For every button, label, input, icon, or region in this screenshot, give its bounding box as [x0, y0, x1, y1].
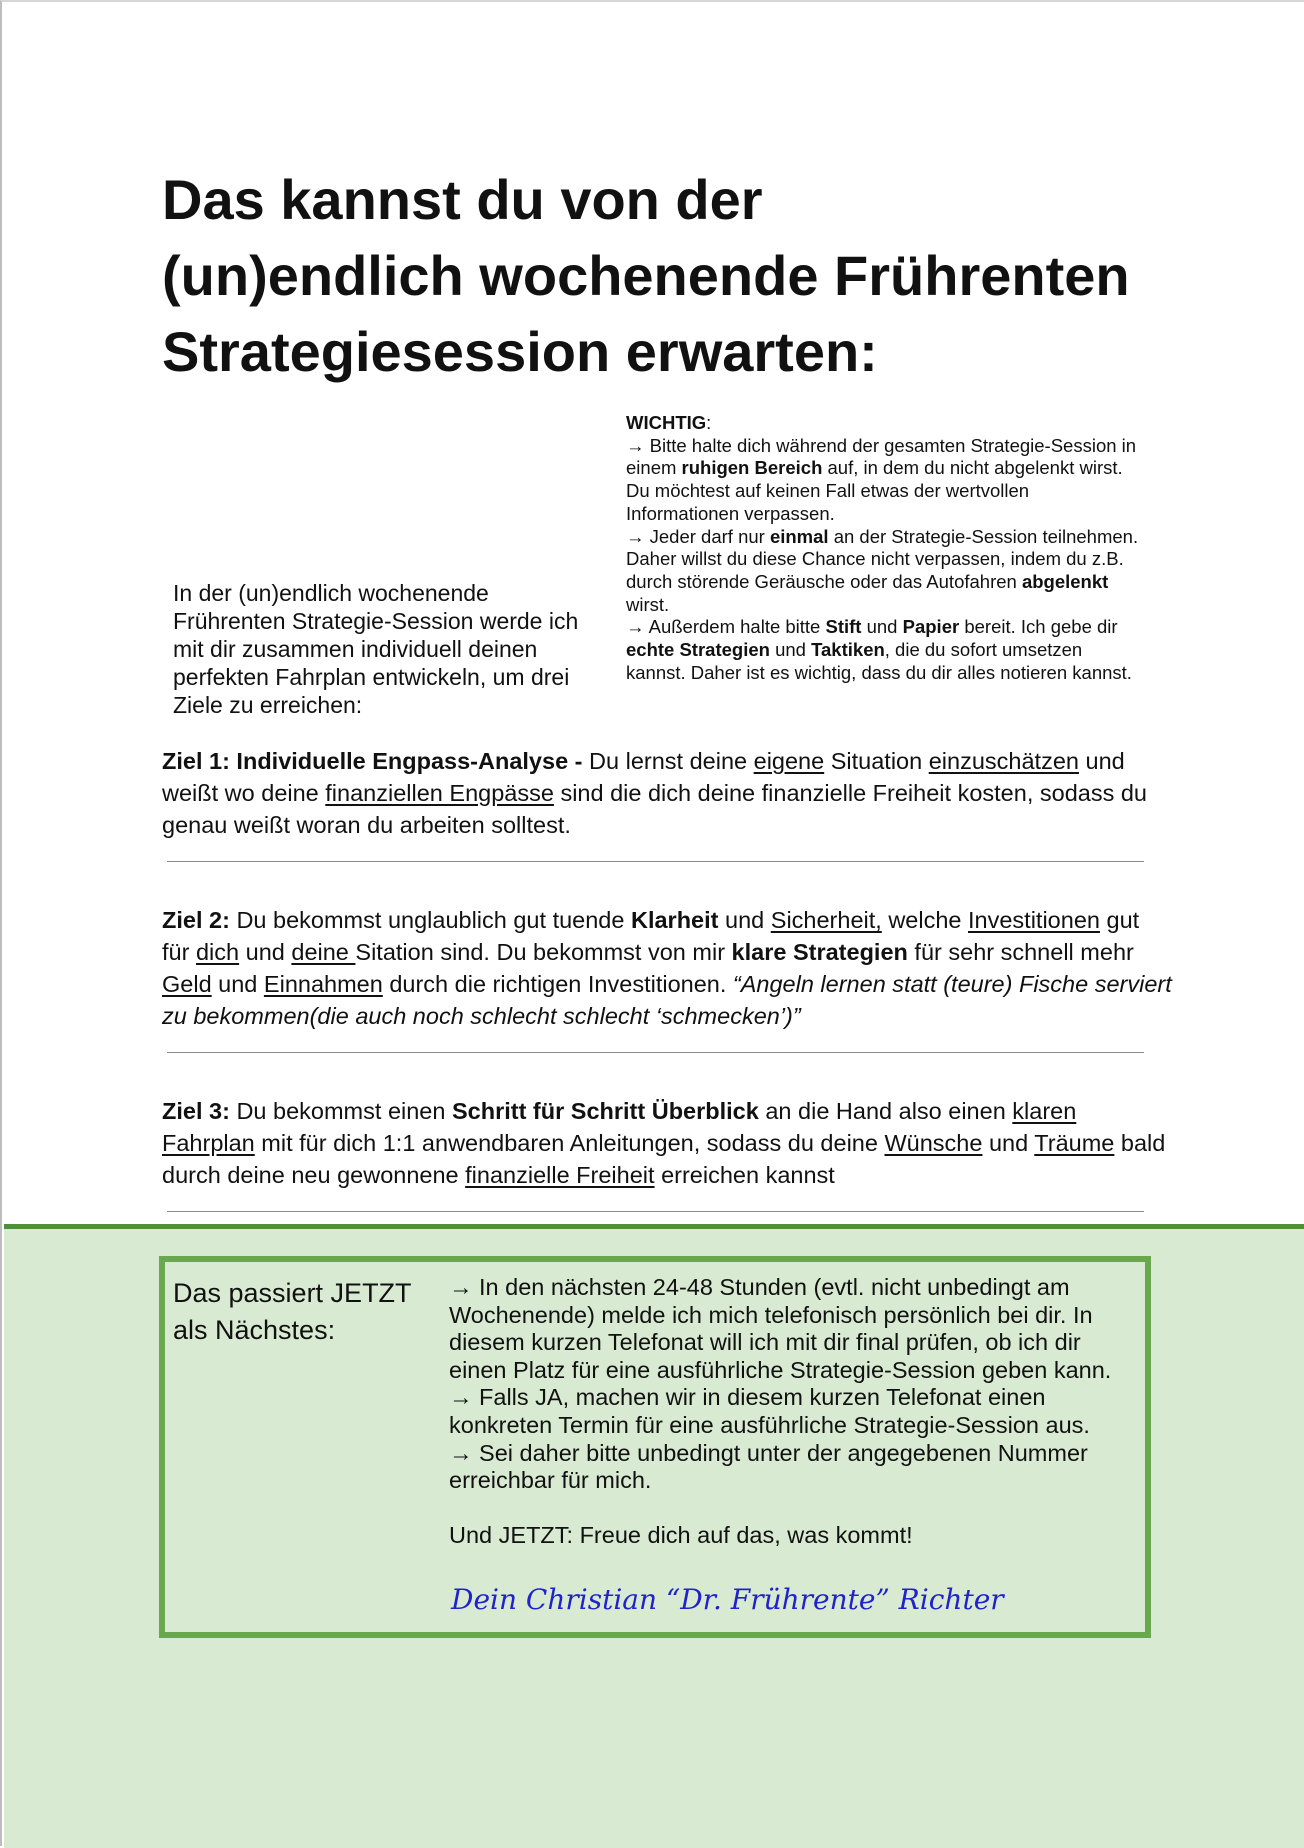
goal-1: [162, 745, 1172, 841]
title-line-3: Strategiesession erwarten:: [162, 320, 878, 383]
divider: [167, 861, 1144, 862]
next-steps-body: [449, 1274, 1139, 1550]
goal-underlined: finanzielle Freiheit: [465, 1162, 655, 1188]
goal-bold: Schritt für Schritt Überblick: [451, 1098, 759, 1124]
goal-underlined: finanziellen Engpässe: [325, 780, 554, 806]
important-text: Außerdem halte bitte: [644, 616, 826, 638]
important-emphasis: abgelenkt: [1021, 570, 1109, 592]
goal-text: Du bekommst einen: [229, 1098, 452, 1124]
goal-underlined: eigene: [753, 748, 825, 774]
arrow-icon: →: [626, 616, 645, 638]
next-step-3: → Sei daher bitte unbedingt unter der angegebenen Nummer erreichbar für mich.: [449, 1439, 1088, 1494]
goal-text: durch die richtigen Investitionen.: [382, 971, 733, 997]
important-emphasis: Taktiken: [811, 639, 885, 661]
important-text: wirst.: [626, 593, 670, 615]
goal-text: und: [239, 939, 292, 965]
goal-2: [162, 904, 1172, 1032]
goal-text: für sehr schnell mehr: [907, 939, 1134, 965]
goal-text: Sitation sind. Du bekommst von mir: [355, 939, 732, 965]
goal-text: mit für dich 1:1 anwendbaren Anleitungen, sodass du deine: [254, 1130, 885, 1156]
spacer: [449, 1495, 1139, 1523]
goal-text: welche: [881, 907, 969, 933]
goal-text: sind die dich deine finanzielle Freiheit kosten, sodass du genau weißt woran du arbeiten solltest.: [162, 780, 1147, 838]
goal-underlined: dich: [195, 939, 240, 965]
important-text: , die du sofort umsetzen kannst. Daher ist es wichtig, dass du dir alles notieren kannst.: [626, 639, 1132, 683]
goal-text: gut für: [162, 907, 1140, 965]
title-line-1: Das kannst du von der: [162, 168, 763, 231]
important-text: und: [769, 639, 812, 661]
goal-text: Situation: [824, 748, 929, 774]
goal-text: bald durch deine neu gewonnene: [162, 1130, 1166, 1188]
goal-text: und: [982, 1130, 1035, 1156]
goal-bold: klare Strategien: [731, 939, 908, 965]
important-text: an der Strategie-Session teilnehmen. Daher willst du diese Chance nicht verpassen, indem du z.B. durch störende Geräusche oder das Autofahren: [626, 525, 1139, 592]
goal-underlined: Wünsche: [884, 1130, 983, 1156]
next-steps-heading: Das passiert JETZT als Nächstes:: [173, 1278, 412, 1345]
next-step-2: → Falls JA, machen wir in diesem kurzen Telefonat einen konkreten Termin für eine ausführliche Strategie-Session aus.: [449, 1384, 1090, 1438]
goal-label: Ziel 3:: [162, 1098, 230, 1124]
important-text: Bitte halte dich während der gesamten Strategie-Session in einem: [626, 434, 1137, 479]
goal-underlined: Investitionen: [968, 907, 1100, 933]
goal-text: an die Hand also einen: [758, 1098, 1013, 1124]
important-text: bereit. Ich gebe dir: [959, 616, 1118, 638]
goal-text: und: [211, 971, 264, 997]
goal-text: Du bekommst unglaublich gut tuende: [229, 907, 631, 933]
goal-underlined: Einnahmen: [263, 971, 383, 997]
goal-3: [162, 1095, 1172, 1191]
important-colon: :: [706, 412, 712, 433]
goal-label: Ziel 1: Individuelle Engpass-Analyse -: [162, 748, 590, 774]
page-title: [162, 162, 1202, 390]
important-emphasis: einmal: [769, 525, 829, 547]
goal-text: und weißt wo deine: [162, 748, 1125, 806]
next-step-1: → In den nächsten 24-48 Stunden (evtl. nicht unbedingt am Wochenende) melde ich mich telefonisch persönlich bei dir. In diesem kurzen Telefonat will ich mit dir final prüfen, ob ich dir einen Platz für eine ausführliche Strategie-Session geben kann.: [449, 1274, 1112, 1383]
goal-label: Ziel 2:: [162, 907, 230, 933]
important-emphasis: ruhigen Bereich: [681, 457, 823, 479]
important-text: auf, in dem du nicht abgelenkt wirst. Du möchtest auf keinen Fall etwas der wertvollen Informationen verpassen.: [626, 457, 1123, 524]
goal-bold: Klarheit: [630, 907, 719, 933]
important-text: und: [861, 616, 903, 638]
divider: [167, 1052, 1144, 1053]
closing-line: Und JETZT: Freue dich auf das, was kommt!: [449, 1522, 913, 1549]
arrow-icon: →: [626, 434, 645, 456]
goal-text: Du lernst deine: [589, 748, 754, 774]
goal-text: erreichen kannst: [654, 1162, 835, 1188]
goal-underlined: Sicherheit,: [770, 907, 882, 933]
goal-underlined: einzuschätzen: [928, 748, 1079, 774]
signature: Dein Christian “Dr. Frührente” Richter: [451, 1583, 1004, 1616]
important-emphasis: Stift: [825, 616, 862, 638]
goal-underlined: deine: [291, 939, 356, 965]
intro-paragraph: In der (un)endlich wochenende Frührenten Strategie-Session werde ich mit dir zusammen individuell deinen perfekten Fahrplan entwickeln, um drei Ziele zu erreichen:: [173, 580, 579, 718]
goal-text: und: [718, 907, 771, 933]
divider: [167, 1211, 1144, 1212]
goal-underlined: Träume: [1034, 1130, 1115, 1156]
goal-quote: “Angeln lernen statt (teure) Fische serviert zu bekommen(die auch noch schlecht schlecht ‘schmecken’)”: [162, 971, 1172, 1029]
important-text: Jeder darf nur: [644, 525, 770, 547]
goal-underlined: klaren Fahrplan: [162, 1098, 1077, 1156]
important-notice: [626, 412, 1146, 684]
important-heading: WICHTIG: [626, 412, 707, 433]
arrow-icon: →: [626, 525, 645, 547]
title-line-2: (un)endlich wochenende Frührenten: [162, 244, 1130, 307]
goal-underlined: Geld: [162, 971, 212, 997]
important-emphasis: echte Strategien: [626, 639, 770, 661]
important-emphasis: Papier: [902, 616, 960, 638]
